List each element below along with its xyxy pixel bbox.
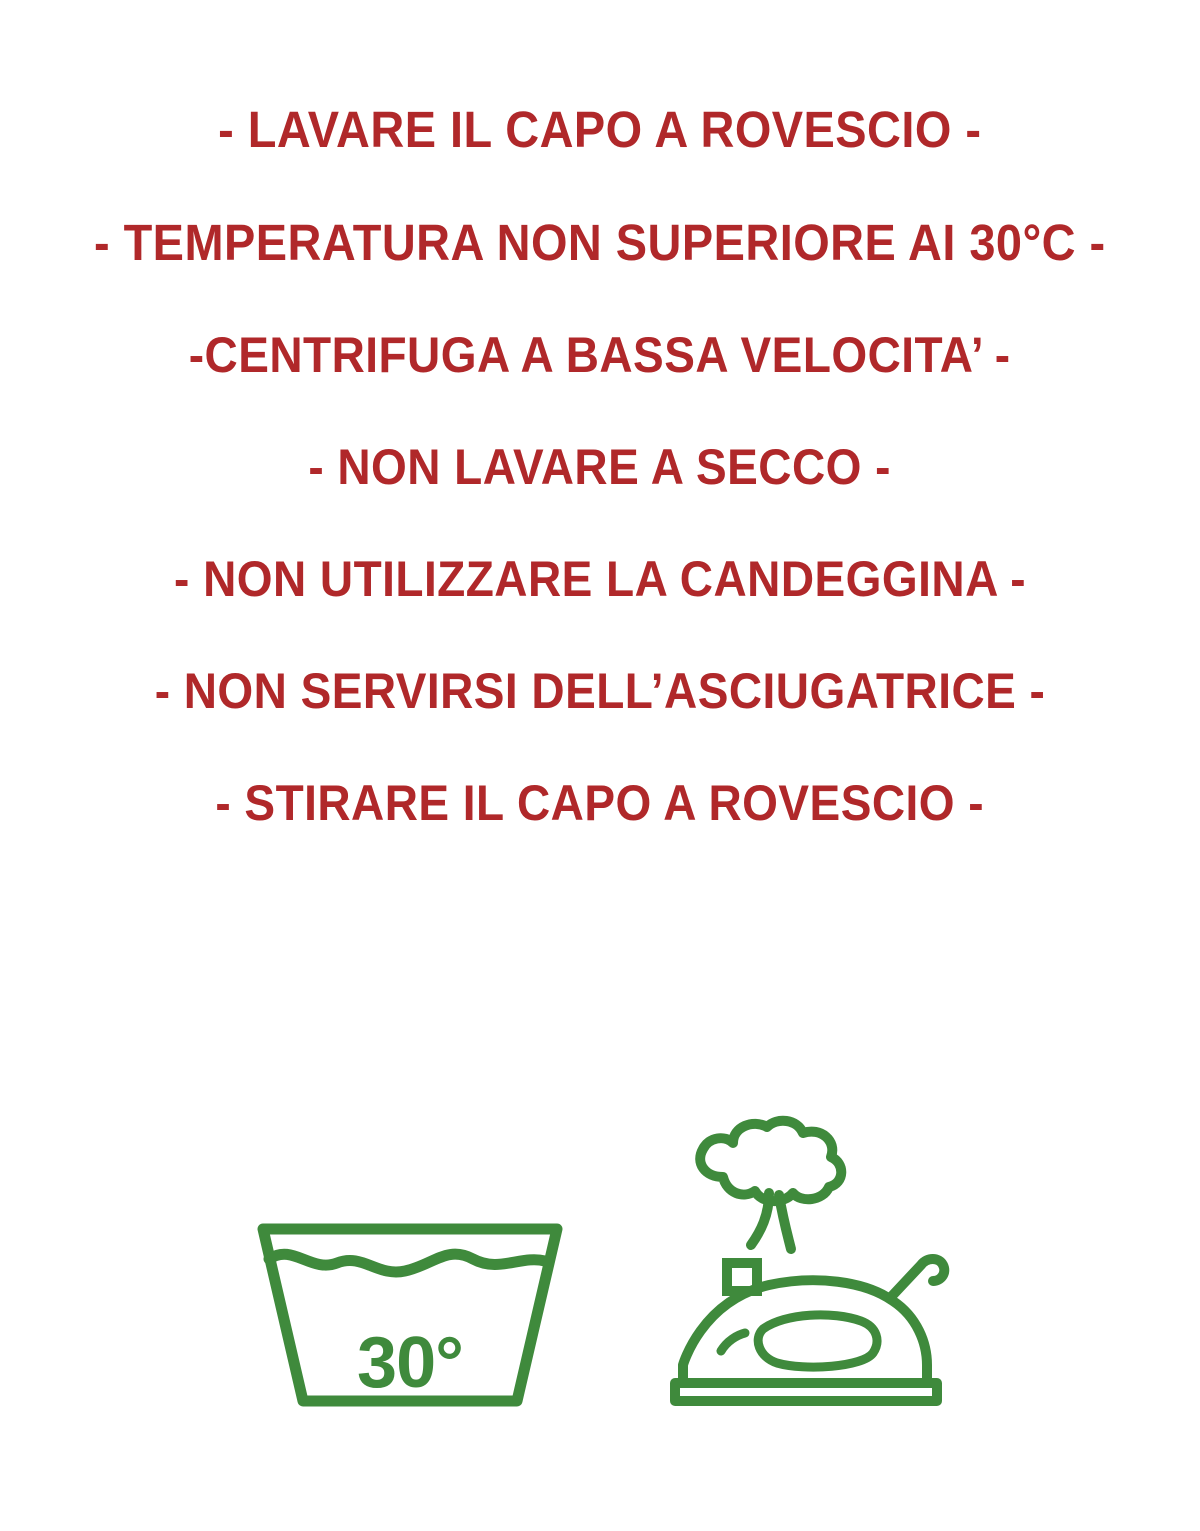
- list-item: - LAVARE IL CAPO A ROVESCIO -: [218, 101, 982, 158]
- list-item: - TEMPERATURA NON SUPERIORE AI 30°C -: [94, 214, 1106, 271]
- list-item: - STIRARE IL CAPO A ROVESCIO -: [215, 775, 985, 831]
- steam-iron-icon: [665, 1115, 955, 1415]
- care-symbols: [0, 1100, 1200, 1420]
- wash-tub-30-icon: [245, 1215, 575, 1415]
- list-item: - NON LAVARE A SECCO -: [308, 439, 892, 495]
- wash-temperature-label: 30°: [357, 1323, 463, 1403]
- list-item: - NON SERVIRSI DELL’ASCIUGATRICE -: [154, 663, 1046, 719]
- list-item: - NON UTILIZZARE LA CANDEGGINA -: [173, 551, 1027, 607]
- list-item: -CENTRIFUGA A BASSA VELOCITA’ -: [189, 327, 1011, 383]
- wash-symbol-group: [245, 1215, 575, 1420]
- iron-symbol-group: [665, 1115, 955, 1420]
